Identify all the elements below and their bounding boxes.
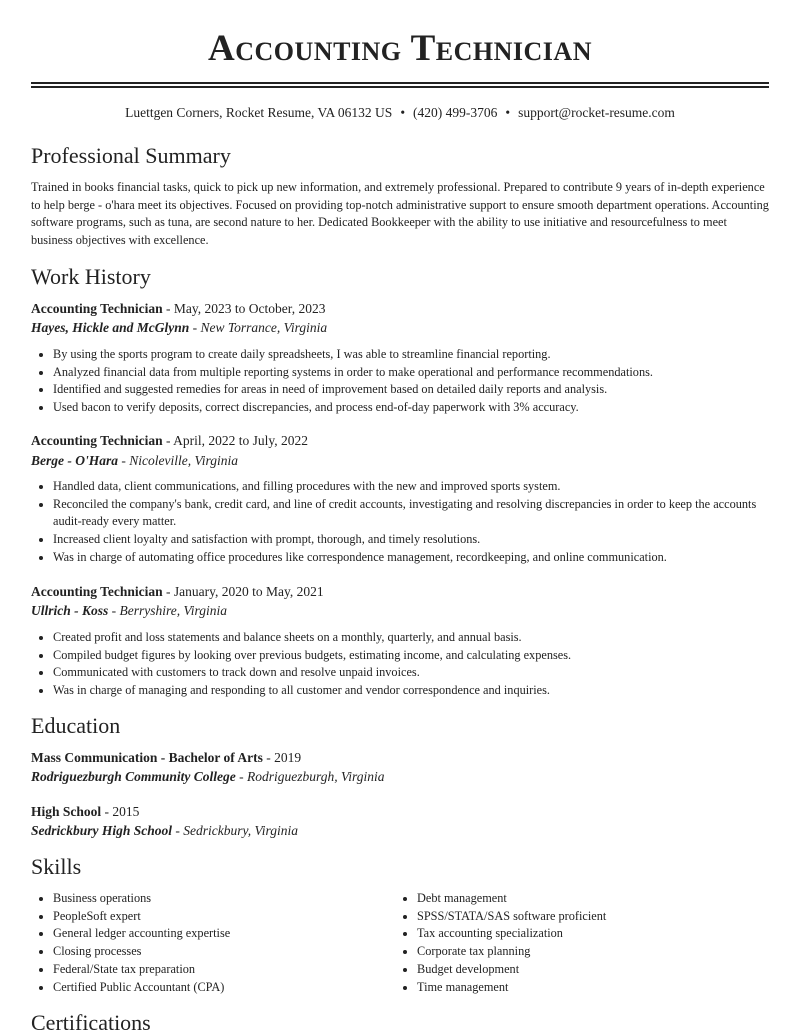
skill-item: • Corporate tax planning — [417, 943, 777, 961]
list-item: • Was in charge of automating office procedures like correspondence management, recordkeeping, and online communication. — [53, 549, 769, 567]
skill-item: • Time management — [417, 979, 777, 997]
contact-separator: • — [400, 105, 406, 120]
list-item: • Increased client loyalty and satisfaction with prompt, thorough, and timely resolutions. — [53, 531, 769, 549]
list-item: • Identified and suggested remedies for areas in need of improvement based on detailed daily reports and analysis. — [53, 381, 769, 399]
certifications-heading: Certifications — [31, 1010, 151, 1035]
education-heading: Education — [31, 713, 121, 738]
contact-separator: • — [505, 105, 511, 120]
contact-email[interactable]: support@rocket-resume.com — [518, 105, 675, 120]
education-year: - 2015 — [101, 804, 140, 819]
job-company: Hayes, Hickle and McGlynn — [31, 320, 190, 335]
skill-item: • General ledger accounting expertise — [53, 925, 393, 943]
contact-line — [0, 104, 800, 122]
job-location: - New Torrance, Virginia — [189, 320, 328, 335]
job-title-line — [31, 432, 771, 450]
job-bullets — [31, 478, 769, 567]
list-item: • Was in charge of managing and responding to all customer and vendor correspondence and inquiries. — [53, 682, 769, 700]
skills-heading: Skills — [31, 854, 82, 879]
education-location: - Rodriguezburgh, Virginia — [235, 769, 385, 784]
job-company: Ullrich - Koss — [31, 603, 109, 618]
job-company-line — [31, 452, 771, 470]
job-location: - Nicoleville, Virginia — [118, 453, 238, 468]
contact-phone: (420) 499-3706 — [413, 105, 498, 120]
candidate-name: Accounting Technician — [208, 28, 592, 69]
list-item: • Created profit and loss statements and balance sheets on a monthly, quarterly, and annual basis. — [53, 629, 769, 647]
job-role: Accounting Technician — [31, 584, 163, 599]
skill-item: • Certified Public Accountant (CPA) — [53, 979, 393, 997]
skill-item: • PeopleSoft expert — [53, 908, 393, 926]
skill-item: • Business operations — [53, 890, 393, 908]
education-school: Rodriguezburgh Community College — [31, 769, 236, 784]
skill-item: • Closing processes — [53, 943, 393, 961]
work-history-heading: Work History — [31, 264, 151, 289]
skill-item: • Federal/State tax preparation — [53, 961, 393, 979]
list-item: • Communicated with customers to track down and resolve unpaid invoices. — [53, 664, 769, 682]
contact-address: Luettgen Corners, Rocket Resume, VA 06132 US — [125, 105, 393, 120]
education-school-line — [31, 822, 771, 840]
education-school-line — [31, 768, 771, 786]
list-item: • Analyzed financial data from multiple reporting systems in order to make operational and performance recommendations. — [53, 364, 769, 382]
list-item: • Compiled budget figures by looking over previous budgets, estimating income, and calculating expenses. — [53, 647, 769, 665]
job-company-line — [31, 602, 771, 620]
job-dates: - January, 2020 to May, 2021 — [162, 584, 324, 599]
skill-item: • Tax accounting specialization — [417, 925, 777, 943]
job-company-line — [31, 319, 771, 337]
list-item: • By using the sports program to create daily spreadsheets, I was able to streamline financial reporting. — [53, 346, 769, 364]
job-company: Berge - O'Hara — [31, 453, 118, 468]
skills-list-right — [395, 890, 777, 996]
education-degree-line — [31, 749, 771, 767]
skill-item: • SPSS/STATA/SAS software proficient — [417, 908, 777, 926]
job-role: Accounting Technician — [31, 433, 163, 448]
summary-heading: Professional Summary — [31, 143, 231, 168]
job-bullets — [31, 346, 769, 417]
education-year: - 2019 — [262, 750, 302, 765]
education-location: - Sedrickbury, Virginia — [172, 823, 299, 838]
job-title-line — [31, 583, 771, 601]
education-degree: Mass Communication - Bachelor of Arts — [31, 750, 263, 765]
summary-text: Trained in books financial tasks, quick to pick up new information, and extremely professional. Prepared to contribute 9 years of in-depth experience to help berge - o'hara meet its objectives. Focused on providing top-notch administrative support to ensure smooth department operations. Accounting software programs, such as tuna, are second nature to her. Dedicated Bookkeeper with the ability to use initiative and resourcefulness to meet business objectives with excellence. — [31, 180, 769, 248]
header-divider-top — [31, 82, 769, 84]
education-degree: High School — [31, 804, 102, 819]
skills-list-left — [31, 890, 393, 996]
education-school: Sedrickbury High School — [31, 823, 173, 838]
job-dates: - April, 2022 to July, 2022 — [162, 433, 309, 448]
job-location: - Berryshire, Virginia — [108, 603, 227, 618]
education-degree-line — [31, 803, 771, 821]
job-title-line — [31, 300, 771, 318]
job-role: Accounting Technician — [31, 301, 163, 316]
list-item: • Used bacon to verify deposits, correct discrepancies, and process end-of-day paperwork with 3% accuracy. — [53, 399, 769, 417]
job-bullets — [31, 629, 769, 700]
skill-item: • Budget development — [417, 961, 777, 979]
list-item: • Handled data, client communications, and filling procedures with the new and improved sports system. — [53, 478, 769, 496]
list-item: • Reconciled the company's bank, credit card, and line of credit accounts, investigating and resolving discrepancies in order to keep the accounts audit-ready every matter. — [53, 496, 769, 531]
job-dates: - May, 2023 to October, 2023 — [162, 301, 326, 316]
header-divider-bottom — [31, 86, 769, 88]
skill-item: • Debt management — [417, 890, 777, 908]
